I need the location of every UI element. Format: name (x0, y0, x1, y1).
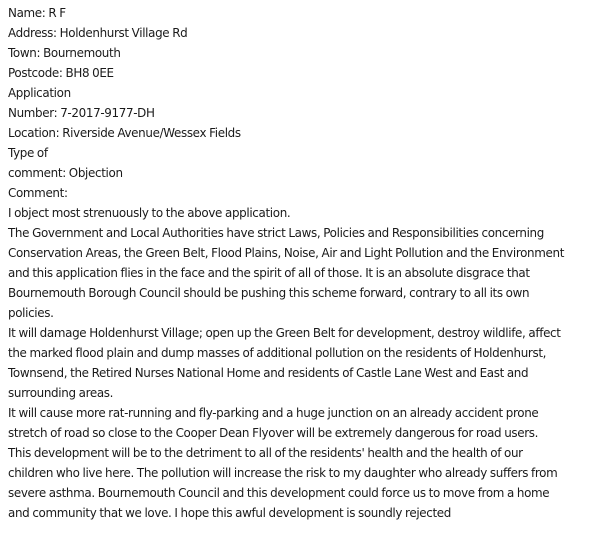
application-number: Number: 7-2017-9177-DH (8, 106, 155, 120)
comment-line: This development will be to the detriment to all of the residents' health and the health of our (8, 446, 523, 460)
comment-line: Bournemouth Borough Council should be pushing this scheme forward, contrary to all its own (8, 286, 530, 300)
comment-line: the marked flood plain and dump masses of additional pollution on the residents of Holdenhurst, (8, 346, 547, 360)
comment-line: children who live here. The pollution will increase the risk to my daughter who already suffers from (8, 466, 558, 480)
comment-line: Conservation Areas, the Green Belt, Flood Plains, Noise, Air and Light Pollution and the Environment (8, 246, 565, 260)
comment-line: and community that we love. I hope this awful development is soundly rejected (8, 506, 452, 520)
comment-line: surrounding areas. (8, 386, 114, 400)
comment-label: Comment: (8, 186, 68, 200)
comment-line: policies. (8, 306, 54, 320)
comment-line: It will cause more rat-running and fly-parking and a huge junction on an already accident prone (8, 406, 539, 420)
comment-line: The Government and Local Authorities have strict Laws, Policies and Responsibilities concerning (8, 226, 544, 240)
comment-line: stretch of road so close to the Cooper Dean Flyover will be extremely dangerous for road users. (8, 426, 539, 440)
type-label: Type of (8, 146, 48, 160)
name-field: Name: R F (8, 6, 66, 20)
postcode-field: Postcode: BH8 0EE (8, 66, 114, 80)
application-label: Application (8, 86, 71, 100)
town-field: Town: Bournemouth (8, 46, 121, 60)
comment-line: I object most strenuously to the above application. (8, 206, 291, 220)
location-field: Location: Riverside Avenue/Wessex Fields (8, 126, 241, 140)
comment-line: severe asthma. Bournemouth Council and this development could force us to move from a home (8, 486, 550, 500)
comment-type: comment: Objection (8, 166, 123, 180)
comment-line: Townsend, the Retired Nurses National Home and residents of Castle Lane West and East and (8, 366, 529, 380)
comment-line: It will damage Holdenhurst Village; open up the Green Belt for development, destroy wildlife, affect (8, 326, 561, 340)
address-field: Address: Holdenhurst Village Rd (8, 26, 188, 40)
comment-line: and this application flies in the face and the spirit of all of those. It is an absolute disgrace that (8, 266, 530, 280)
